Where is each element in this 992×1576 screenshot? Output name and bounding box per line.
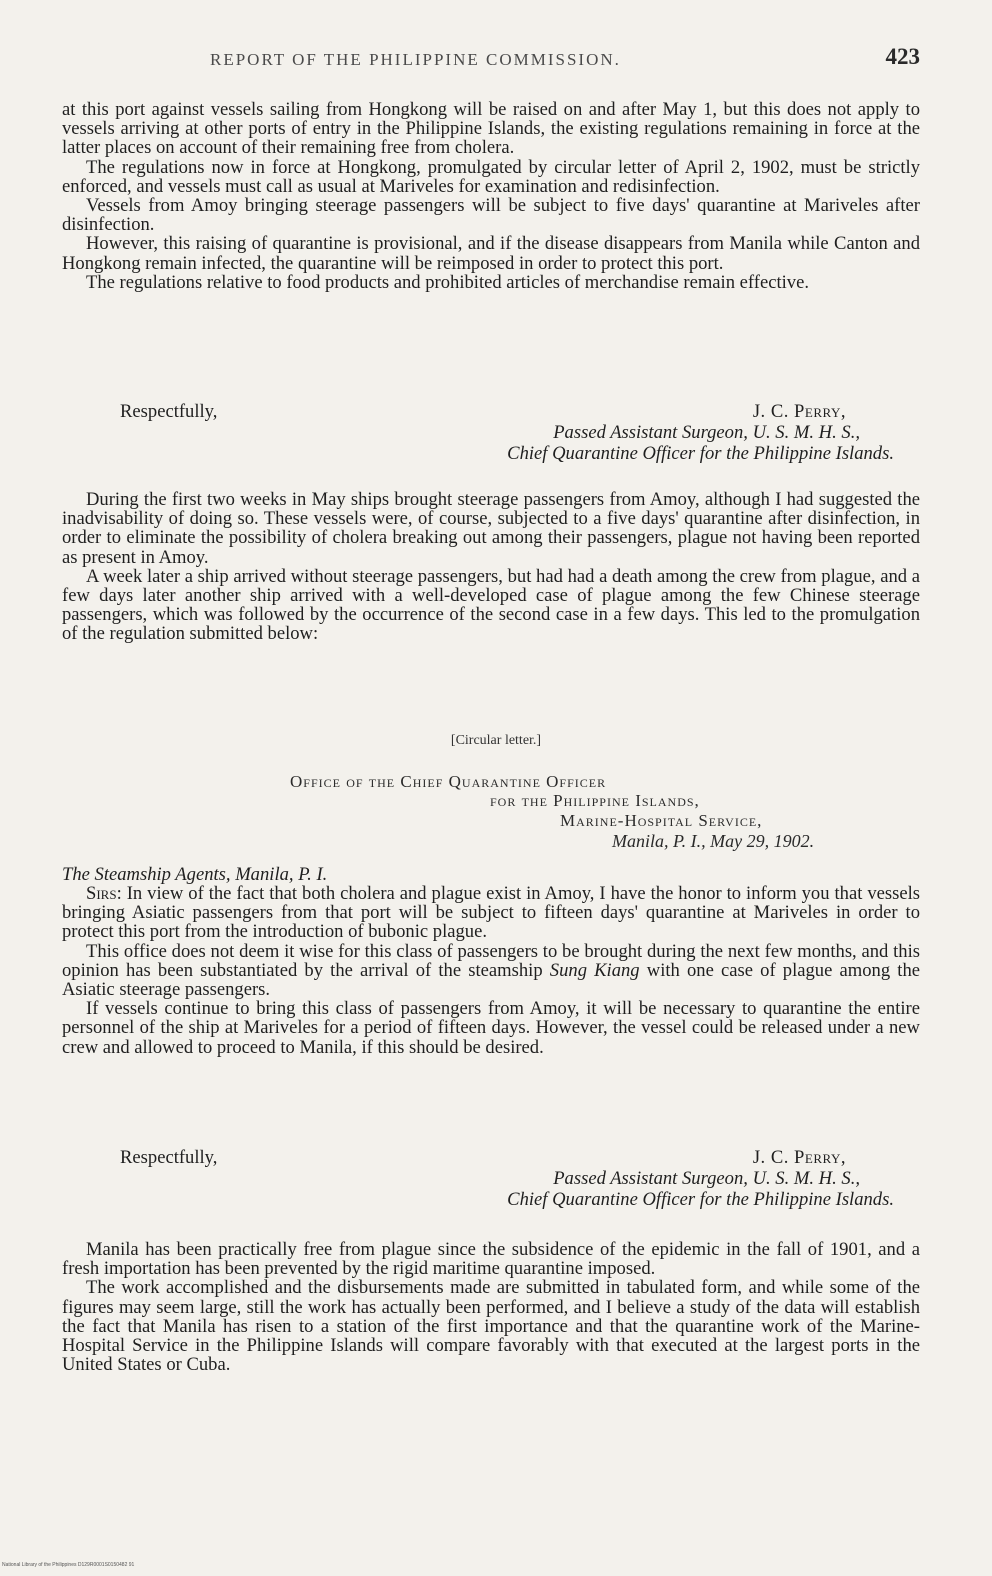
- paragraph: [62, 942, 920, 1000]
- ship-name: Sung Kiang: [549, 959, 640, 981]
- paragraph-text: In view of the fact that both cholera and plague exist in Amoy, I have the honor to inform you that vessels bringing Asiatic passengers from that port will be subject to fifteen days' quarantine at Mariveles in order to protect this port from the introduction of bubonic plague.: [62, 883, 920, 943]
- signer-name: J. C. Perry,: [752, 401, 846, 422]
- paragraph: at this port against vessels sailing from Hongkong will be raised on and after May 1, but this does not apply to vessels arriving at other ports of entry in the Philippine Islands, the existing regulations remaining in force at the latter places on account of their remaining free from cholera.: [62, 99, 920, 159]
- circular-body: [62, 884, 920, 1057]
- signer-office: Chief Quarantine Officer for the Philippine Islands.: [507, 1189, 894, 1210]
- paragraph-text: with one case of plague among the Asiatic steerage passengers.: [62, 959, 921, 1001]
- paragraph: The work accomplished and the disbursements made are submitted in tabulated form, and while some of the figures may seem large, still the work has actually been performed, and I believe a study of the data will establish the fact that Manila has risen to a station of the first importance and that the quarantine work of the Marine-Hospital Service in the Philippine Islands will compare favorably with that executed at the largest ports in the United States or Cuba.: [62, 1277, 920, 1376]
- paragraph: [62, 884, 920, 942]
- salutation: Sirs:: [86, 883, 122, 904]
- closing: Respectfully,: [120, 401, 218, 422]
- signer-title: Passed Assistant Surgeon, U. S. M. H. S.,: [553, 1168, 860, 1189]
- addressee: The Steamship Agents, Manila, P. I.: [62, 864, 328, 885]
- running-head: REPORT OF THE PHILIPPINE COMMISSION.: [210, 50, 621, 69]
- dateline: Manila, P. I., May 29, 1902.: [612, 831, 815, 851]
- paragraph: A week later a ship arrived without steerage passengers, but had had a death among the crew from plague, and a few days later another ship arrived with a well-developed case of plague among the few Chinese steerage passengers, which was followed by the occurrence of the second case in a few days. This led to the promulgation of the regulation submitted below:: [62, 565, 920, 645]
- letter1-body: [62, 100, 920, 292]
- paragraph: If vessels continue to bring this class of passengers from Amoy, it will be necessary to quarantine the entire personnel of the ship at Mariveles for a period of fifteen days. However, the vessel could be released under a new crew and allowed to proceed to Manila, if this should be desired.: [62, 998, 920, 1058]
- paragraph: However, this raising of quarantine is provisional, and if the disease disappears from Manila while Canton and Hongkong remain infected, the quarantine will be reimposed in order to protect this port.: [62, 233, 920, 274]
- circular-label: [Circular letter.]: [450, 733, 542, 748]
- paragraph: The regulations now in force at Hongkong, promulgated by circular letter of April 2, 1902, must be strictly enforced, and vessels must call as usual at Mariveles for examination and redisinfection.: [62, 156, 920, 197]
- office-line-3: Marine-Hospital Service,: [560, 811, 763, 830]
- narrative1-body: [62, 490, 920, 644]
- paragraph: Vessels from Amoy bringing steerage passengers will be subject to five days' quarantine at Mariveles after disinfection.: [62, 195, 920, 236]
- paragraph: During the first two weeks in May ships brought steerage passengers from Amoy, although I had suggested the inadvisability of doing so. These vessels were, of course, subjected to a five days' quarantine after disinfection, in order to eliminate the possibility of cholera breaking out among their passengers, plague not having been reported as present in Amoy.: [62, 489, 920, 568]
- scan-credit: National Library of the Philippines D129R0001S0150482 91: [2, 1562, 135, 1568]
- narrative2-body: [62, 1240, 920, 1374]
- office-line-1: Office of the Chief Quarantine Officer: [290, 772, 607, 791]
- closing: Respectfully,: [120, 1147, 218, 1168]
- page-header: [60, 44, 920, 78]
- signer-name: J. C. Perry,: [752, 1147, 846, 1168]
- page-number: 423: [885, 44, 920, 69]
- office-line-2: for the Philippine Islands,: [490, 791, 700, 810]
- paragraph: The regulations relative to food products and prohibited articles of merchandise remain effective.: [86, 271, 809, 293]
- paragraph-text: This office does not deem it wise for this class of passengers to be brought during the next few months, and this opinion has been substantiated by the arrival of the steamship: [62, 940, 920, 981]
- signer-title: Passed Assistant Surgeon, U. S. M. H. S.,: [553, 422, 860, 443]
- paragraph: Manila has been practically free from plague since the subsidence of the epidemic in the fall of 1901, and a fresh importation has been prevented by the rigid maritime quarantine imposed.: [62, 1239, 920, 1280]
- signer-office: Chief Quarantine Officer for the Philippine Islands.: [507, 443, 894, 464]
